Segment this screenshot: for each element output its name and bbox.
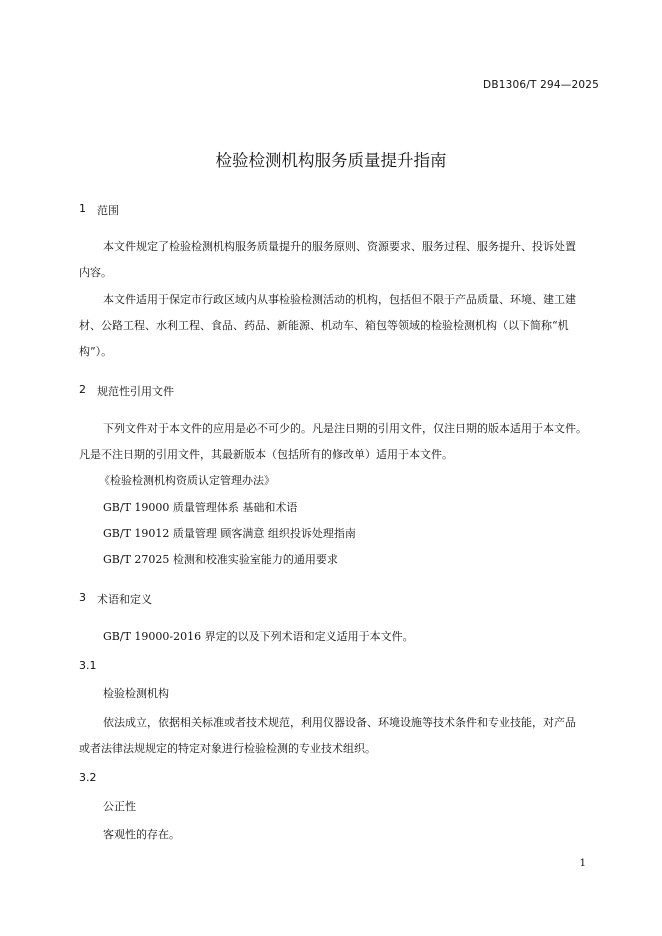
reference-item: GB/T 19000 质量管理体系 基础和术语 [103, 501, 298, 514]
term-name: 检验检测机构 [103, 687, 169, 700]
term-name: 公正性 [103, 800, 136, 813]
section-3-intro: GB/T 19000-2016 界定的以及下列术语和定义适用于本文件。 [103, 630, 414, 643]
term-number: 3.2 [79, 771, 97, 784]
section-3-title: 术语和定义 [97, 593, 152, 606]
section-3-number: 3 [79, 591, 86, 604]
section-2-title: 规范性引用文件 [97, 385, 174, 398]
section-1-paragraph-2-line-1: 本文件适用于保定市行政区域内从事检验检测活动的机构，包括但不限于产品质量、环境、建工建 [103, 293, 576, 306]
section-2-paragraph-line-2: 凡是不注日期的引用文件，其最新版本（包括所有的修改单）适用于本文件。 [79, 448, 453, 461]
section-1-number: 1 [79, 202, 86, 215]
document-title: 检验检测机构服务质量提升指南 [215, 151, 447, 170]
section-1-title: 范围 [97, 204, 119, 217]
section-2-number: 2 [79, 383, 86, 396]
term-definition-line-1: 依法成立，依据相关标准或者技术规范，利用仪器设备、环境设施等技术条件和专业技能，对产品 [103, 716, 576, 729]
section-1-paragraph-2-line-2: 材、公路工程、水利工程、食品、药品、新能源、机动车、箱包等领域的检验检测机构（以下简称“机 [79, 319, 569, 332]
reference-item: GB/T 27025 检测和校准实验室能力的通用要求 [103, 553, 338, 566]
section-1-paragraph-2-line-3: 构”）。 [79, 345, 113, 358]
term-definition-line-1: 客观性的存在。 [103, 828, 180, 841]
page-number: 1 [579, 858, 586, 869]
reference-item: 《检验检测机构资质认定管理办法》 [99, 474, 275, 487]
term-number: 3.1 [79, 659, 97, 672]
term-definition-line-2: 或者法律法规规定的特定对象进行检验检测的专业技术组织。 [79, 742, 376, 755]
document-code: DB1306/T 294—2025 [483, 79, 599, 91]
section-1-paragraph-1-line-2: 内容。 [79, 266, 112, 279]
section-1-paragraph-1-line-1: 本文件规定了检验检测机构服务质量提升的服务原则、资源要求、服务过程、服务提升、投诉处置 [103, 240, 576, 253]
reference-item: GB/T 19012 质量管理 顾客满意 组织投诉处理指南 [103, 527, 356, 540]
section-2-paragraph-line-1: 下列文件对于本文件的应用是必不可少的。凡是注日期的引用文件，仅注日期的版本适用于本文件。 [103, 422, 587, 435]
